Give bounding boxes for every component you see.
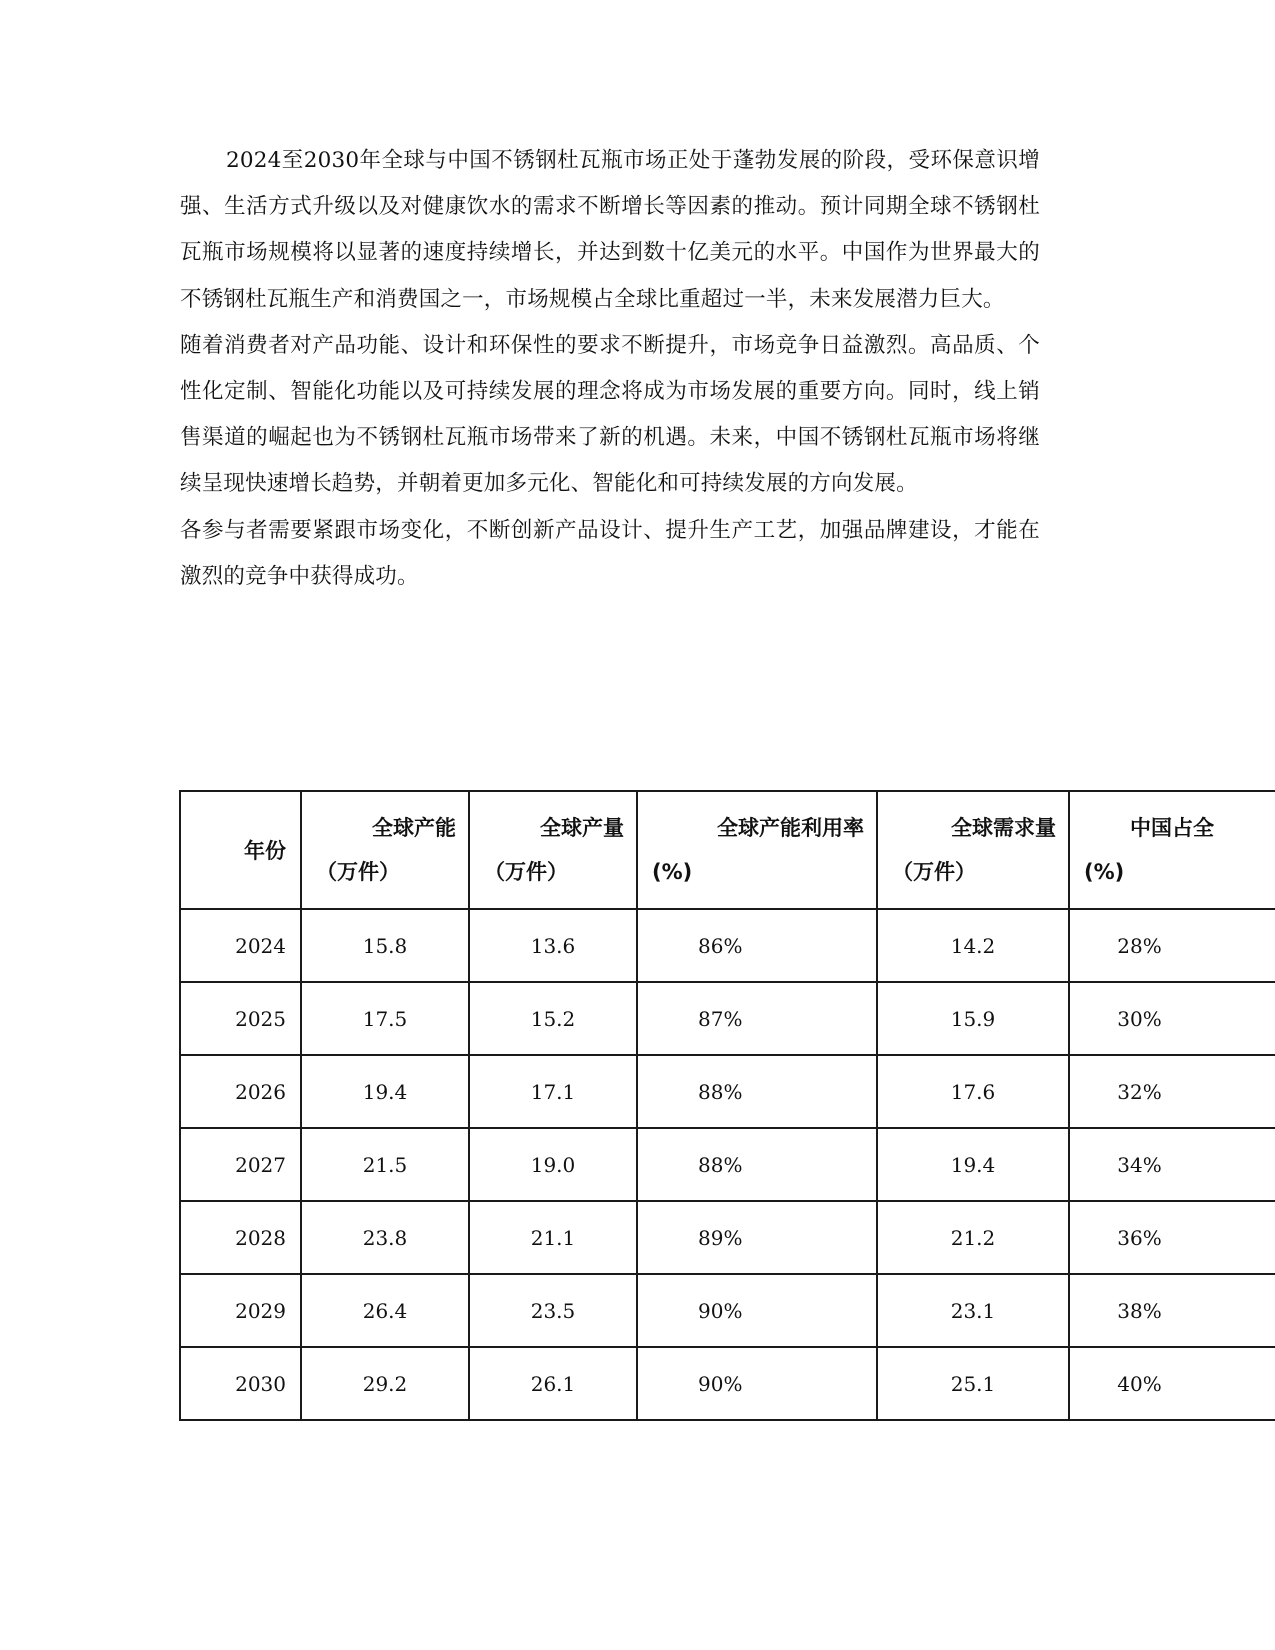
header-global-output — [469, 791, 637, 909]
cell-capacity: 17.5 — [301, 982, 469, 1055]
header-unit: （万件） — [892, 860, 976, 884]
header-unit: (%) — [1084, 860, 1125, 884]
header-label: 全球产能 — [372, 816, 456, 840]
table-row — [180, 1201, 1275, 1274]
table-row — [180, 982, 1275, 1055]
cell-capacity: 23.8 — [301, 1201, 469, 1274]
cell-china-share: 28% — [1069, 909, 1275, 982]
header-china-share — [1069, 791, 1275, 909]
header-unit: （万件） — [316, 860, 400, 884]
cell-demand: 23.1 — [877, 1274, 1069, 1347]
cell-utilization: 88% — [637, 1055, 877, 1128]
header-year — [180, 791, 301, 909]
cell-year: 2026 — [180, 1055, 301, 1128]
cell-demand: 19.4 — [877, 1128, 1069, 1201]
header-global-demand — [877, 791, 1069, 909]
cell-demand: 25.1 — [877, 1347, 1069, 1420]
cell-capacity: 15.8 — [301, 909, 469, 982]
cell-utilization: 89% — [637, 1201, 877, 1274]
header-year-label: 年份 — [244, 839, 286, 863]
cell-china-share: 36% — [1069, 1201, 1275, 1274]
cell-china-share: 34% — [1069, 1128, 1275, 1201]
table-row — [180, 1055, 1275, 1128]
cell-year: 2028 — [180, 1201, 301, 1274]
cell-utilization: 86% — [637, 909, 877, 982]
table-row — [180, 1128, 1275, 1201]
header-label: 中国占全 — [1130, 816, 1214, 840]
cell-capacity: 26.4 — [301, 1274, 469, 1347]
cell-utilization: 88% — [637, 1128, 877, 1201]
cell-utilization: 90% — [637, 1274, 877, 1347]
cell-capacity: 21.5 — [301, 1128, 469, 1201]
cell-capacity: 19.4 — [301, 1055, 469, 1128]
cell-china-share: 32% — [1069, 1055, 1275, 1128]
cell-utilization: 87% — [637, 982, 877, 1055]
cell-year: 2027 — [180, 1128, 301, 1201]
cell-capacity: 29.2 — [301, 1347, 469, 1420]
table-row — [180, 909, 1275, 982]
paragraph-competition-trends: 随着消费者对产品功能、设计和环保性的要求不断提升，市场竞争日益激烈。高品质、个性化定制、智能化功能以及可持续发展的理念将成为市场发展的重要方向。同时，线上销售渠道的崛起也为不锈钢杜瓦瓶市场带来了新的机遇。未来，中国不锈钢杜瓦瓶市场将继续呈现快速增长趋势，并朝着更加多元化、智能化和可持续发展的方向发展。 — [180, 332, 1040, 497]
cell-demand: 14.2 — [877, 909, 1069, 982]
cell-year: 2029 — [180, 1274, 301, 1347]
cell-china-share: 40% — [1069, 1347, 1275, 1420]
header-label: 全球需求量 — [951, 816, 1056, 840]
market-data-table — [179, 790, 1275, 1421]
header-label: 全球产能利用率 — [717, 816, 864, 840]
cell-output: 17.1 — [469, 1055, 637, 1128]
paragraph-recommendations: 各参与者需要紧跟市场变化，不断创新产品设计、提升生产工艺，加强品牌建设，才能在激烈的竞争中获得成功。 — [180, 517, 1040, 589]
cell-china-share: 38% — [1069, 1274, 1275, 1347]
cell-utilization: 90% — [637, 1347, 877, 1420]
cell-output: 19.0 — [469, 1128, 637, 1201]
cell-output: 26.1 — [469, 1347, 637, 1420]
header-unit: (%) — [652, 860, 693, 884]
header-unit: （万件） — [484, 860, 568, 884]
cell-china-share: 30% — [1069, 982, 1275, 1055]
cell-output: 13.6 — [469, 909, 637, 982]
cell-output: 21.1 — [469, 1201, 637, 1274]
cell-year: 2030 — [180, 1347, 301, 1420]
header-global-capacity — [301, 791, 469, 909]
cell-demand: 15.9 — [877, 982, 1069, 1055]
cell-demand: 17.6 — [877, 1055, 1069, 1128]
cell-demand: 21.2 — [877, 1201, 1069, 1274]
paragraph-market-overview: 2024至2030年全球与中国不锈钢杜瓦瓶市场正处于蓬勃发展的阶段，受环保意识增强、生活方式升级以及对健康饮水的需求不断增长等因素的推动。预计同期全球不锈钢杜瓦瓶市场规模将以显著的速度持续增长，并达到数十亿美元的水平。中国作为世界最大的不锈钢杜瓦瓶生产和消费国之一，市场规模占全球比重超过一半，未来发展潜力巨大。 — [180, 148, 1040, 312]
cell-year: 2025 — [180, 982, 301, 1055]
header-label: 全球产量 — [540, 816, 624, 840]
table-header-row — [180, 791, 1275, 909]
cell-year: 2024 — [180, 909, 301, 982]
header-capacity-utilization — [637, 791, 877, 909]
cell-output: 15.2 — [469, 982, 637, 1055]
cell-output: 23.5 — [469, 1274, 637, 1347]
table-row — [180, 1347, 1275, 1420]
table-row — [180, 1274, 1275, 1347]
body-text — [180, 138, 1040, 600]
